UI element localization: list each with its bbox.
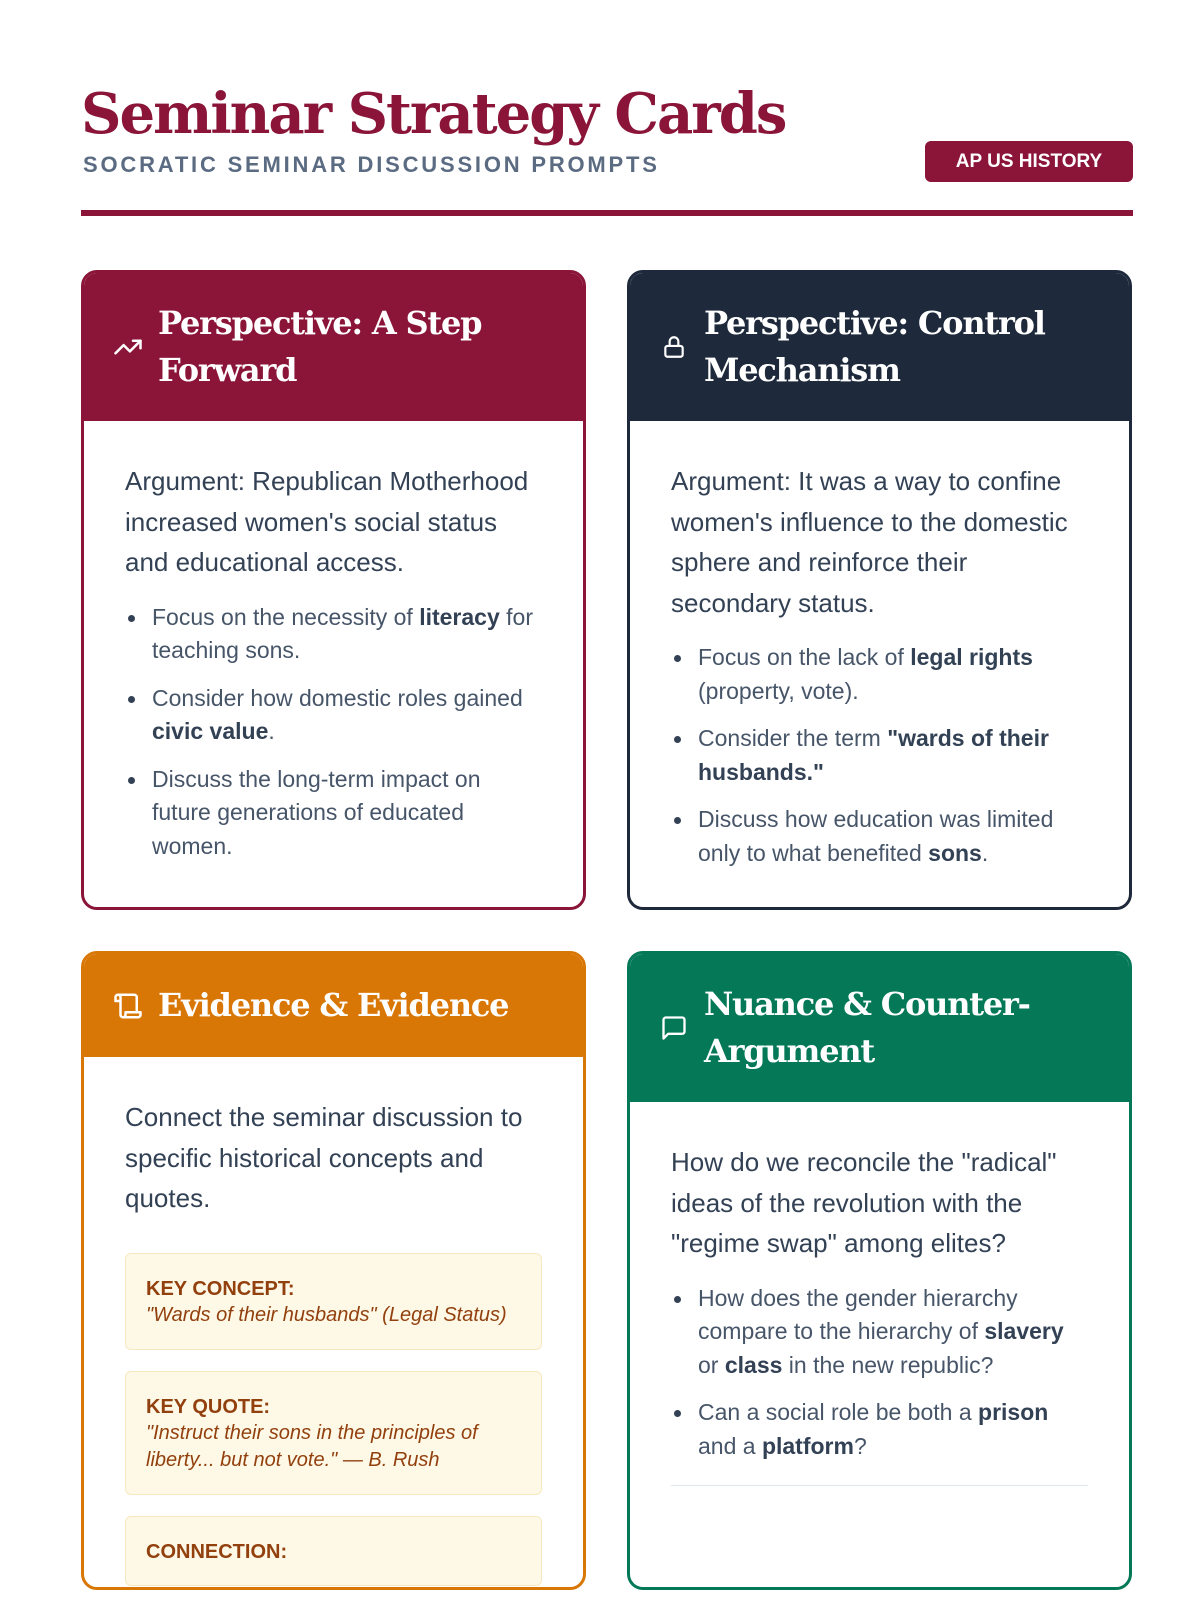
card-header xyxy=(630,273,1129,421)
card-argument: Argument: It was a way to confine women's influence to the domestic sphere and reinforce their secondary status. xyxy=(671,466,1068,618)
card-question: How do we reconcile the "radical" ideas of the revolution with the "regime swap" among elites? xyxy=(671,1147,1057,1258)
box-text: "Instruct their sons in the principles of liberty... but not vote." — B. Rush xyxy=(146,1421,478,1471)
page-title: Seminar Strategy Cards xyxy=(81,81,786,147)
card-instructions: Connect the seminar discussion to specific historical concepts and quotes. xyxy=(125,1102,523,1213)
card-body xyxy=(84,421,583,863)
divider xyxy=(671,1485,1088,1486)
box-label: KEY QUOTE: xyxy=(146,1395,271,1418)
card-header xyxy=(630,954,1129,1102)
box-label: KEY CONCEPT: xyxy=(146,1277,295,1300)
point-list xyxy=(671,641,1088,870)
page-header xyxy=(81,80,1133,216)
message-square-icon xyxy=(658,1012,690,1044)
point-list xyxy=(125,601,542,864)
list-item: Discuss the long-term impact on future generations of educated women. xyxy=(125,763,542,864)
list-item: Consider the term "wards of their husbands." xyxy=(671,722,1088,789)
card-header xyxy=(84,954,583,1057)
card-evidence xyxy=(81,951,586,1590)
card-body xyxy=(630,1102,1129,1486)
trending-up-icon xyxy=(112,331,144,363)
list-item: Focus on the necessity of literacy for teaching sons. xyxy=(125,601,542,668)
card-title: Nuance & Counter-Argument xyxy=(704,985,1030,1070)
card-title: Evidence & Evidence xyxy=(158,986,509,1024)
lock-icon xyxy=(658,331,690,363)
scroll-icon xyxy=(112,990,144,1022)
evidence-boxes xyxy=(125,1253,542,1586)
card-argument: Argument: Republican Motherhood increased women's social status and educational access. xyxy=(125,466,529,577)
card-header xyxy=(84,273,583,421)
list-item: How does the gender hierarchy compare to the hierarchy of slavery or class in the new republic? xyxy=(671,1282,1088,1383)
list-item: Consider how domestic roles gained civic value. xyxy=(125,682,542,749)
point-list xyxy=(671,1282,1088,1464)
course-badge: AP US HISTORY xyxy=(925,141,1133,182)
card-body xyxy=(84,1057,583,1586)
page-subtitle: SOCRATIC SEMINAR DISCUSSION PROMPTS xyxy=(83,152,660,177)
header-divider xyxy=(81,210,1133,216)
connection-box xyxy=(125,1516,542,1586)
card-control-mechanism xyxy=(627,270,1132,910)
card-title: Perspective: Control Mechanism xyxy=(704,304,1045,389)
card-title: Perspective: A Step Forward xyxy=(158,304,482,389)
card-step-forward xyxy=(81,270,586,910)
card-nuance xyxy=(627,951,1132,1590)
list-item: Discuss how education was limited only to what benefited sons. xyxy=(671,803,1088,870)
key-quote-box xyxy=(125,1371,542,1495)
box-text: "Wards of their husbands" (Legal Status) xyxy=(146,1303,507,1326)
card-body xyxy=(630,421,1129,870)
list-item: Can a social role be both a prison and a platform? xyxy=(671,1396,1088,1463)
box-label: CONNECTION: xyxy=(146,1540,288,1563)
list-item: Focus on the lack of legal rights (property, vote). xyxy=(671,641,1088,708)
key-concept-box xyxy=(125,1253,542,1350)
